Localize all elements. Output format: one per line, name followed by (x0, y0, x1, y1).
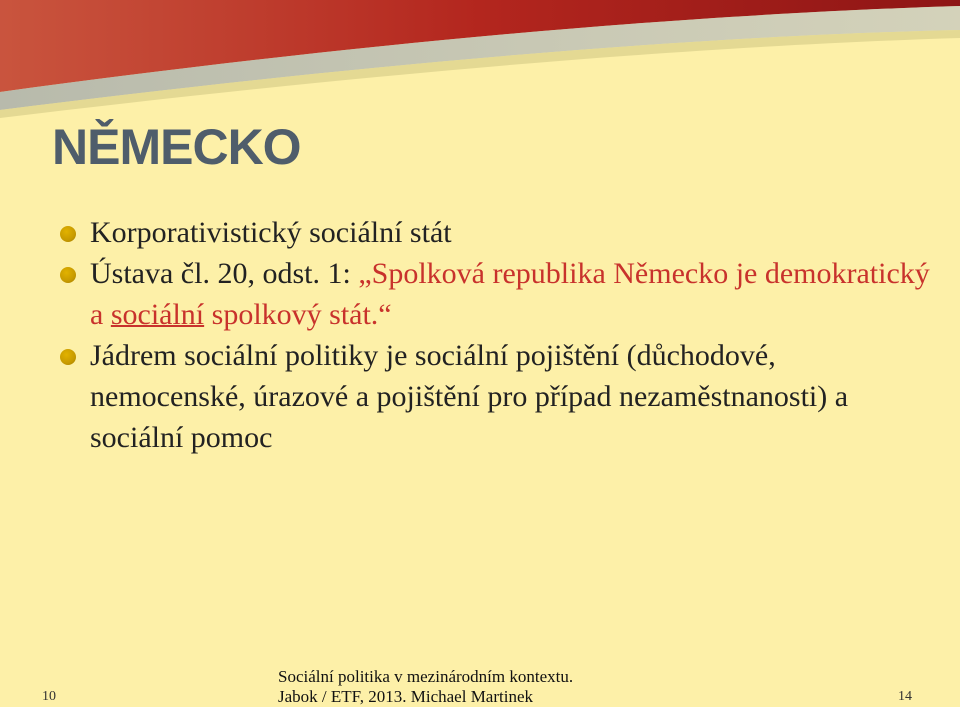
bullet-dot-icon (60, 349, 76, 365)
quote-end: spolkový stát.“ (204, 298, 392, 331)
quote-start: „Spolková republika Německo je demokratický a (90, 257, 930, 331)
bullet-item (60, 335, 930, 458)
bullet-item (60, 253, 930, 335)
bullet-item (60, 212, 930, 253)
bullet-list (60, 212, 930, 458)
quote-underlined-word: sociální (110, 298, 205, 331)
bullet-prefix: Ústava čl. 20, odst. 1: (90, 257, 359, 290)
footer-line-2: Jabok / ETF, 2013. Michael Martinek (278, 687, 534, 706)
footer-line-1: Sociální politika v mezinárodním kontextu. (278, 667, 574, 686)
bullet-dot-icon (60, 226, 76, 242)
slide-title: NĚMECKO (52, 119, 301, 175)
bullet-text: Korporativistický sociální stát (90, 216, 452, 249)
footer (278, 667, 573, 707)
header-swoosh-decoration (0, 0, 960, 130)
bullet-text: Jádrem sociální politiky je sociální pojištění (důchodové, nemocenské, úrazové a pojištění pro případ nezaměstnanosti) a sociální pomoc (90, 339, 849, 454)
slide-number-left: 10 (42, 689, 56, 704)
slide-number-right: 14 (898, 689, 912, 704)
bullet-dot-icon (60, 267, 76, 283)
